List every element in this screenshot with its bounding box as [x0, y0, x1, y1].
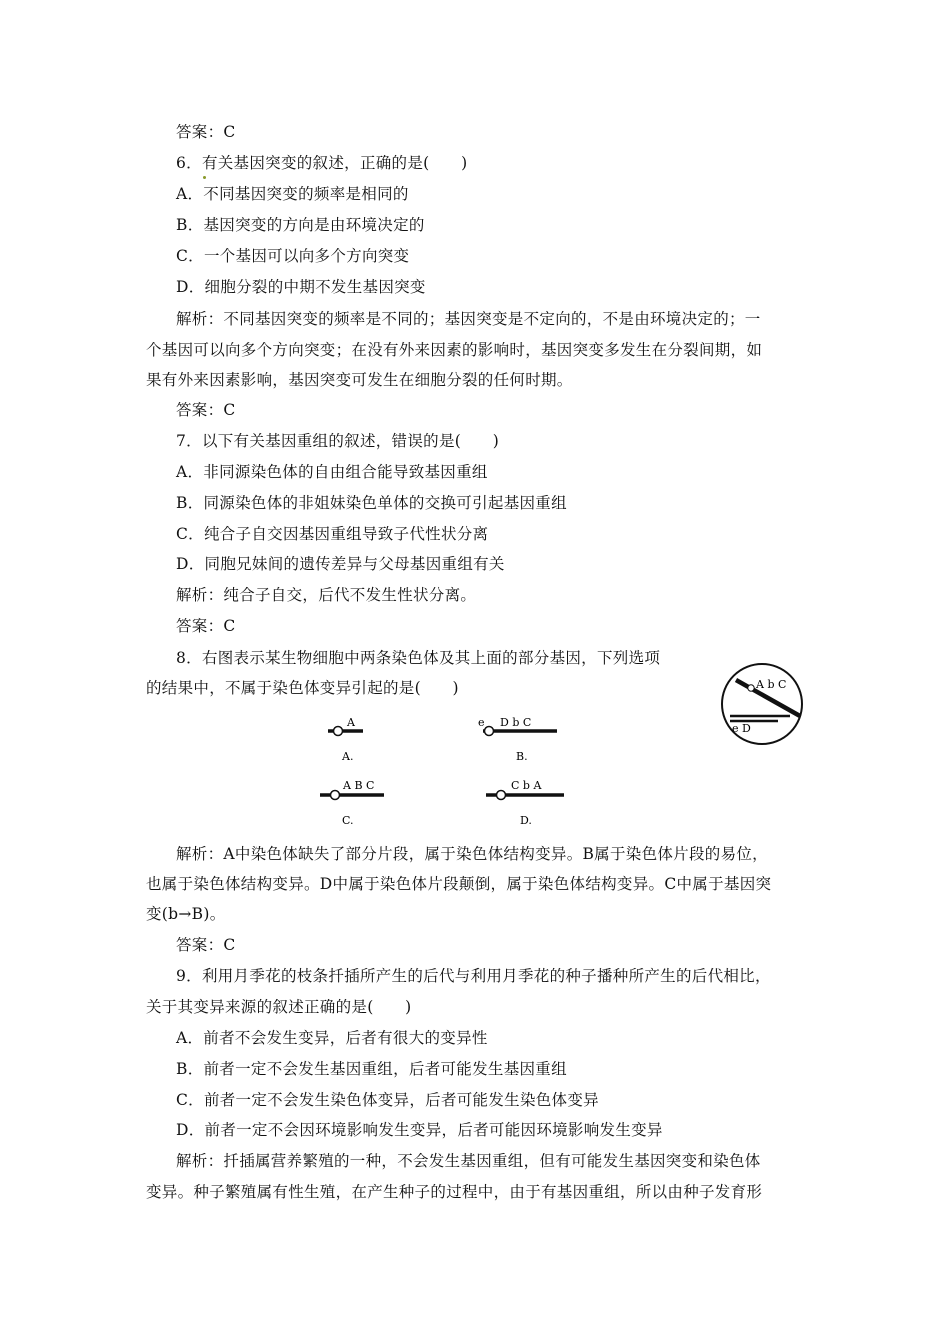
q7-option-b: B．同源染色体的非姐妹染色单体的交换可引起基因重组: [176, 494, 567, 512]
q9-option-d: D．前者一定不会因环境影响发生变异，后者可能因环境影响发生变异: [176, 1121, 663, 1139]
q9-explanation-2: 变异。种子繁殖属有性生殖，在产生种子的过程中，由于有基因重组，所以由种子发育形: [146, 1183, 763, 1201]
q6-explanation-2: 个基因可以向多个方向突变；在没有外来因素的影响时，基因突变多发生在分裂间期，如: [146, 341, 763, 359]
question-9-line-2: 关于其变异来源的叙述正确的是( ): [146, 998, 412, 1016]
q9-explanation-1: 解析：扦插属营养繁殖的一种，不会发生基因重组，但有可能发生基因突变和染色体: [176, 1152, 761, 1170]
question-7: 7．以下有关基因重组的叙述，错误的是( ): [176, 432, 500, 450]
option-c-label: C.: [342, 814, 354, 827]
q8-explanation-2: 也属于染色体结构变异。D中属于染色体片段颠倒，属于染色体结构变异。C中属于基因突: [146, 875, 772, 893]
q6-explanation-1: 解析：不同基因突变的频率是不同的；基因突变是不定向的，不是由环境决定的；一: [176, 310, 761, 328]
q9-option-c: C．前者一定不会发生染色体变异，后者可能发生染色体变异: [176, 1091, 599, 1109]
q6-option-d: D．细胞分裂的中期不发生基因突变: [176, 278, 426, 296]
option-b-gene-e: e: [478, 716, 485, 729]
question-6: 6．有关基因突变的叙述，正确的是( ): [176, 154, 468, 172]
q7-option-c: C．纯合子自交因基因重组导致子代性状分离: [176, 525, 489, 543]
answer-6: 答案：C: [176, 401, 236, 419]
upper-centromere: [748, 685, 754, 691]
q7-option-d: D．同胞兄妹间的遗传差异与父母基因重组有关: [176, 555, 505, 573]
answer-7: 答案：C: [176, 617, 236, 635]
question-8-line-1: 8．右图表示某生物细胞中两条染色体及其上面的部分基因，下列选项: [176, 649, 661, 667]
q6-option-b: B．基因突变的方向是由环境决定的: [176, 216, 425, 234]
q6-explanation-3: 果有外来因素影响，基因突变可发生在细胞分裂的任何时期。: [146, 371, 573, 389]
answer-8: 答案：C: [176, 936, 236, 954]
q8-cell-figure: [718, 660, 808, 750]
option-b-chromosome: [478, 716, 557, 763]
q8-explanation-3: 变(b→B)。: [146, 905, 226, 923]
q7-explanation: 解析：纯合子自交，后代不发生性状分离。: [176, 586, 477, 604]
option-a-label: A.: [342, 750, 354, 763]
option-d-genes: C b A: [511, 779, 542, 792]
cell-lower-genes: e D: [732, 722, 751, 735]
stray-mark: [203, 176, 206, 179]
q6-option-a: A．不同基因突变的频率是相同的: [176, 185, 409, 203]
cell-upper-genes: A b C: [756, 678, 787, 691]
option-a-genes: A: [347, 716, 355, 729]
option-a-chromosome: [328, 716, 363, 763]
question-8-line-2: 的结果中，不属于染色体变异引起的是( ): [146, 679, 459, 697]
q6-option-c: C．一个基因可以向多个方向突变: [176, 247, 410, 265]
option-c-chromosome: [320, 779, 384, 827]
q9-option-b: B．前者一定不会发生基因重组，后者可能发生基因重组: [176, 1060, 567, 1078]
q7-option-a: A．非同源染色体的自由组合能导致基因重组: [176, 463, 488, 481]
option-b-genes: D b C: [500, 716, 532, 729]
option-c-genes: A B C: [343, 779, 375, 792]
q9-option-a: A．前者不会发生变异，后者有很大的变异性: [176, 1029, 488, 1047]
option-d-label: D.: [520, 814, 532, 827]
q8-explanation-1: 解析：A中染色体缺失了部分片段，属于染色体结构变异。B属于染色体片段的易位，: [176, 845, 768, 863]
answer-5: 答案：C: [176, 123, 236, 141]
q8-options-figure: [300, 706, 600, 836]
option-b-label: B.: [516, 750, 528, 763]
question-9-line-1: 9．利用月季花的枝条扦插所产生的后代与利用月季花的种子播种所产生的后代相比，: [176, 967, 771, 985]
option-d-chromosome: [486, 779, 564, 827]
